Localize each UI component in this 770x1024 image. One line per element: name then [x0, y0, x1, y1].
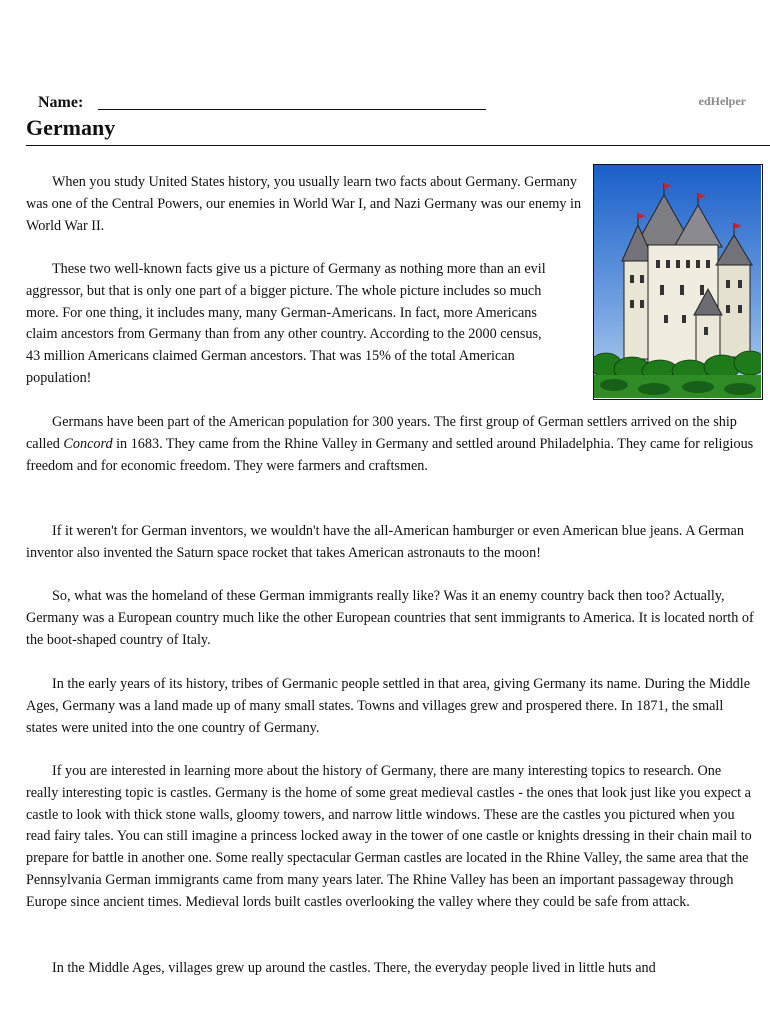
ship-name: Concord	[63, 435, 113, 452]
page-title: Germany	[26, 115, 116, 140]
name-field[interactable]	[98, 109, 486, 110]
paragraph-2: These two well-known facts give us a picture of Germany as nothing more than an evil aggressor, but that is only one part of a bigger picture. The whole picture includes so much more. For one thing, it includes many, many German-Americans. In fact, more Americans claim ancestors from Germany than from any other country. According to the 2000 census, 43 million Americans claimed German ancestors. That was 15% of the total American population!	[26, 261, 546, 386]
paragraph-6: In the early years of its history, tribes of Germanic people settled in that area, giving Germany its name. During the Middle Ages, Germany was a land made up of many small states. Towns and villages grew and prospered there. In 1871, the small states were united into the one country of Germany.	[26, 676, 751, 736]
paragraph-4: If it weren't for German inventors, we wouldn't have the all-American hamburger or even American blue jeans. A German inventor also invented the Saturn space rocket that takes American astronauts to the moon!	[26, 523, 744, 561]
paragraph-3-end: in 1683. They came from the Rhine Valley in Germany and settled around Philadelphia. They came for religious freedom and for economic freedom. They were farmers and craftsmen.	[26, 435, 754, 474]
paragraph-5: So, what was the homeland of these German immigrants really like? Was it an enemy country back then too? Actually, Germany was a European country much like the other European countries that sent immigrants to America. It is located north of the boot-shaped country of Italy.	[26, 588, 754, 648]
brand-label: edHelper	[698, 94, 746, 108]
paragraph-3	[26, 412, 756, 477]
paragraph-1: When you study United States history, you usually learn two facts about Germany. Germany was one of the Central Powers, our enemies in World War I, and Nazi Germany was our enemy in World War II.	[26, 174, 582, 234]
paragraph-7: If you are interested in learning more about the history of Germany, there are many interesting topics to research. One really interesting topic is castles. Germany is the home of some great medieval castles - the ones that look just like you expect a castle to look with thick stone walls, gloomy towers, and narrow little windows. These are the castles you pictured when you read fairy tales. You can still imagine a princess locked away in the tower of one castle or knights dressing in their chain mail to prepare for battle in another one. Some really spectacular German castles are located in the Rhine Valley, the same area that the Pennsylvania German immigrants came from many years later. The Rhine Valley has been an important passageway through Europe since ancient times. Medieval lords built castles overlooking the valley where they could be safe from attack.	[26, 763, 752, 910]
paragraph-3-start: Germans have been part of the American population for 300 years. The first group of German settlers arrived on the ship called	[26, 414, 737, 452]
castle-illustration	[593, 164, 763, 400]
title-divider	[26, 145, 770, 146]
name-label: Name:	[38, 94, 84, 111]
paragraph-8: In the Middle Ages, villages grew up around the castles. There, the everyday people lived in little huts and	[52, 960, 656, 976]
